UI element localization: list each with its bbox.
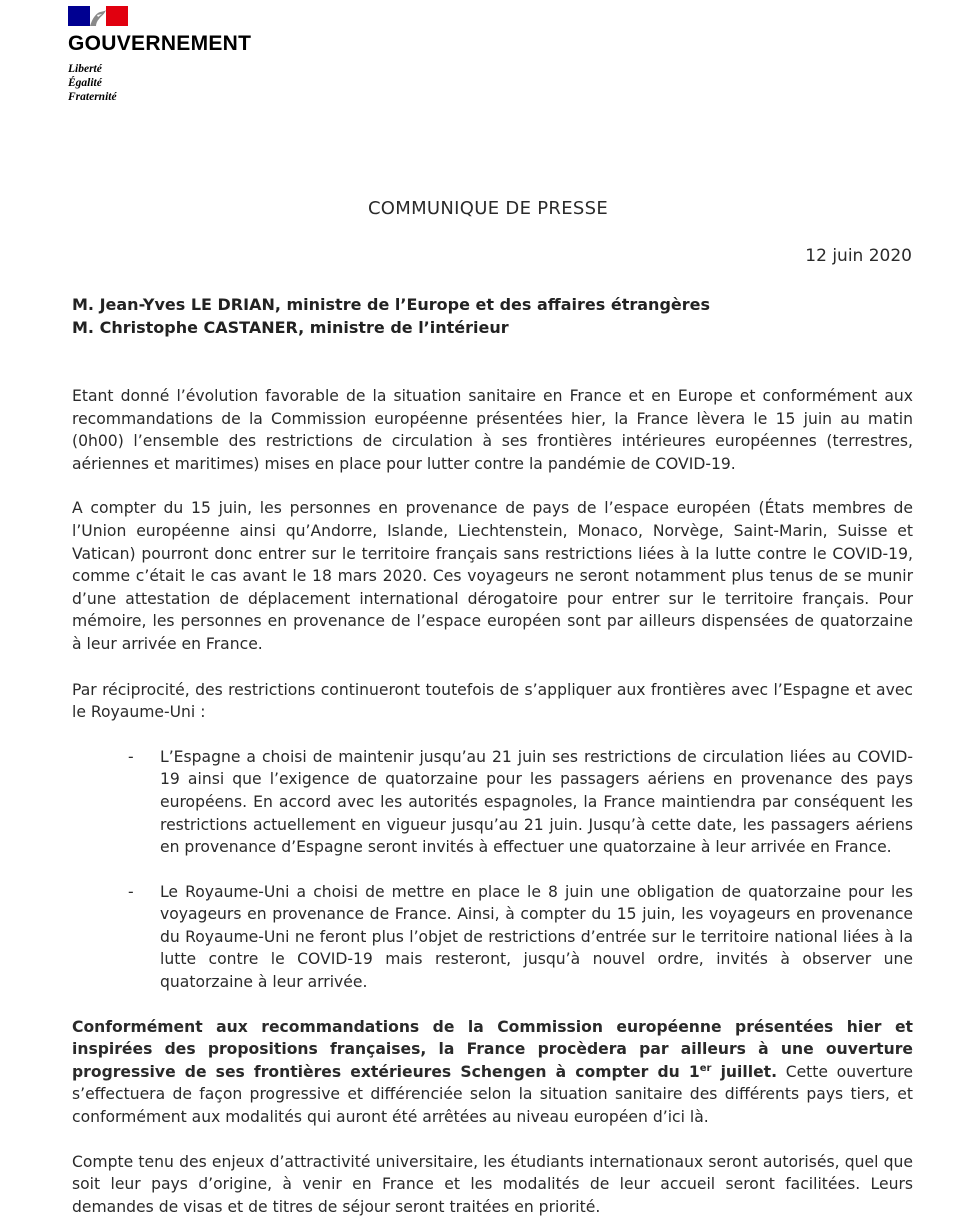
motto-egalite: Égalité — [68, 77, 102, 89]
superscript: er — [699, 1062, 712, 1074]
paragraph-text: Cette ouverture s’effectuera de façon progressive et différenciée selon la situation sanitaire des différents pays tiers, et conformément aux modalités qui auront été arrêtées au niveau européen d’ici là. — [72, 1062, 913, 1127]
list-item-text: L’Espagne a choisi de maintenir jusqu’au 21 juin ses restrictions de circulation liées au COVID-19 ainsi que l’exigence de quatorzaine pour les passagers aériens en provenance des pays européens. En accord avec les autorités espagnoles, la France maintiendra par conséquent les restrictions actuellement en vigueur jusqu’au 21 juin. Jusqu’à cette date, les passagers aériens en provenance d’Espagne seront invités à effectuer une quatorzaine à leur arrivée en France. — [160, 747, 913, 857]
paragraph: Compte tenu des enjeux d’attractivité universitaire, les étudiants internationaux seront autorisés, quel que soit leur pays d’origine, à venir en France et les modalités de leur accueil seront facilitées. Leurs demandes de visas et de titres de séjour seront traitées en priorité. — [72, 1152, 913, 1216]
motto-fraternite: Fraternité — [68, 91, 117, 103]
marianne-flag-icon — [68, 6, 128, 26]
list-item — [72, 881, 913, 994]
bullet-list — [72, 746, 913, 994]
government-name: GOUVERNEMENT — [68, 32, 252, 55]
bullet-marker: - — [128, 882, 134, 901]
motto-liberte: Liberté — [68, 63, 102, 75]
ministers-block — [72, 293, 710, 339]
list-item-text: Le Royaume-Uni a choisi de mettre en place le 8 juin une obligation de quatorzaine pour les voyageurs en provenance de France. Ainsi, à compter du 15 juin, les voyageurs en provenance du Royaume-Uni ne feront plus l’objet de restrictions d’entrée sur le territoire national liées à la lutte contre le COVID-19 mais resteront, jusqu’à nouvel ordre, invités à observer une quatorzaine à leur arrivée. — [160, 882, 913, 992]
paragraph: A compter du 15 juin, les personnes en provenance de pays de l’espace européen (États membres de l’Union européenne ainsi qu’Andorre, Islande, Liechtenstein, Monaco, Norvège, Saint-Marin, Suisse et Vatican) pourront donc entrer sur le territoire français sans restrictions liées à la lutte contre le COVID-19, comme c’était le cas avant le 18 mars 2020. Ces voyageurs ne seront notamment plus tenus de se munir d’une attestation de déplacement international dérogatoire pour entrer sur le territoire français. Pour mémoire, les personnes en provenance de l’espace européen sont par ailleurs dispensées de quatorzaine à leur arrivée en France. — [72, 499, 913, 653]
document-date: 12 juin 2020 — [805, 246, 912, 266]
list-item — [72, 746, 913, 859]
bold-text: juillet. — [711, 1062, 778, 1081]
motto — [68, 62, 268, 104]
document-title: COMMUNIQUE DE PRESSE — [367, 198, 609, 219]
paragraph: Etant donné l’évolution favorable de la situation sanitaire en France et en Europe et conformément aux recommandations de la Commission européenne présentées hier, la France lèvera le 15 juin au matin (0h00) l’ensemble des restrictions de circulation à ses frontières intérieures européennes (terrestres, aériennes et maritimes) mises en place pour lutter contre la pandémie de COVID-19. — [72, 387, 913, 473]
paragraph: Par réciprocité, des restrictions continueront toutefois de s’appliquer aux frontières avec l’Espagne et avec le Royaume-Uni : — [72, 680, 913, 722]
bold-text: Conformément aux recommandations de la Commission européenne présentées hier et inspirées des propositions françaises, la France procèdera par ailleurs à une ouverture progressive de ses frontières extérieures Schengen à compter du 1 — [72, 1017, 913, 1081]
minister-line: M. Jean-Yves LE DRIAN, ministre de l’Europe et des affaires étrangères — [72, 295, 711, 314]
minister-line: M. Christophe CASTANER, ministre de l’intérieur — [72, 318, 509, 337]
bullet-marker: - — [128, 747, 134, 766]
paragraph — [72, 1016, 913, 1129]
government-logo — [68, 6, 268, 104]
document-body — [72, 385, 913, 1218]
